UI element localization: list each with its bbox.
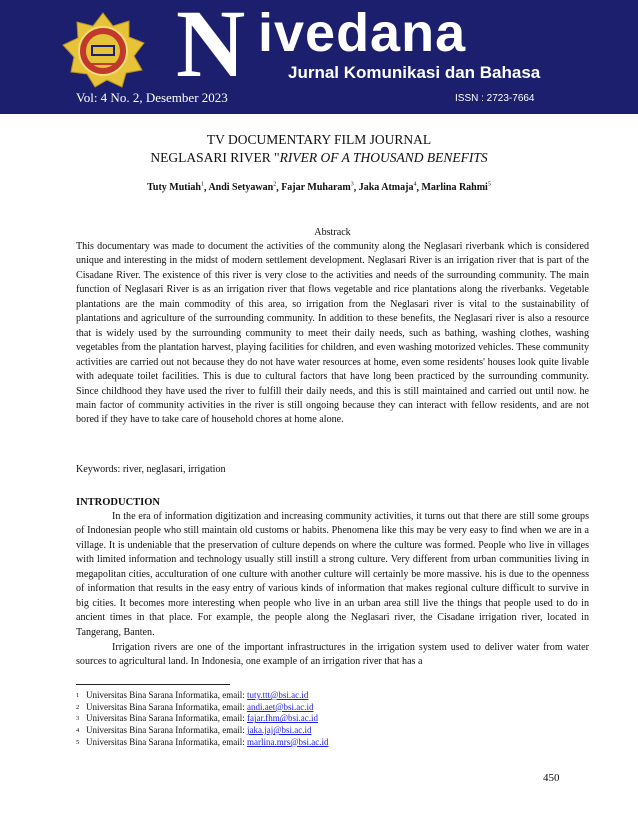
author: Fajar Muharam$^3$ bbox=[281, 182, 354, 194]
author: Tuty Mutiah$^1$ bbox=[147, 182, 204, 194]
abstract-text: This documentary was made to document the activities of the community along the Neglasari riverbank which is considered unique and interesting in the midst of modern settlement development. Neglasari River is an irrigation river that is part of the Cisadane River. The existence of this river is very close to the activities and needs of the surrounding community. The main function of Neglasari River is as an irrigation river that flows vegetable and rice plantations along the riverbanks. Vegetable plantations are the main commodity of this area, so irrigation from the Neglasari river is vital to the sustainability of plantations and agriculture of the surrounding community. In addition to these benefits, the Neglasari river is also a resource that is widely used by the surrounding community to meet their daily needs, such as bathing, washing clothes, washing vegetables from the plantation harvest, playing facilities for children, and even washing motorized vehicles. These community activities are carried out not because they do not have water resources at home, even some residents' houses look quite livable with adequate toilet facilities. This is due to cultural factors that have long been practiced by the surrounding community. Since childhood they have used the river to fulfill their daily needs, and this is still maintained and carried out until now. he main factor of community activities in the river is still ongoing because they can interact with fellow residents, and are not bored if they have to take care of household chores at home alone. bbox=[76, 241, 589, 426]
paper-title-line2-italic: RIVER OF A THOUSAND BENEFITS bbox=[279, 150, 488, 165]
footnotes bbox=[76, 690, 328, 749]
brand-name: ivedana bbox=[258, 3, 467, 63]
footnote: 3 Universitas Bina Sarana Informatika, email: fajar.fhm@bsi.ac.id bbox=[76, 713, 318, 724]
section-heading-introduction: INTRODUCTION bbox=[76, 497, 161, 508]
footnote: 1 Universitas Bina Sarana Informatika, email: tuty.ttt@bsi.ac.id bbox=[76, 690, 309, 700]
author: Marlina Rahmi$^5$ bbox=[421, 182, 491, 194]
paper-title-line2 bbox=[60, 149, 578, 167]
footnote: 5 Universitas Bina Sarana Informatika, email: marlina.mrs@bsi.ac.id bbox=[76, 736, 329, 747]
brand-initial: N bbox=[176, 0, 246, 97]
footnote: 2 Universitas Bina Sarana Informatika, email: andi.aet@bsi.ac.id bbox=[76, 701, 314, 712]
email-link[interactable]: andi.aet@bsi.ac.id bbox=[246, 701, 314, 712]
email-link[interactable]: marlina.mrs@bsi.ac.id bbox=[246, 736, 329, 747]
paper-title-line1: TV DOCUMENTARY FILM JOURNAL bbox=[206, 132, 432, 147]
issn: ISSN : 2723-7664 bbox=[455, 93, 535, 104]
email-link[interactable]: tuty.ttt@bsi.ac.id bbox=[246, 690, 309, 700]
introduction-paragraph-1: In the era of information digitization and increasing community activities, it turns out that there are still some groups of Indonesian people who still maintain old customs or habits. Phenomena like this may be very easy to find when we are in a village. It is undeniable that the preservation of culture depends on where the culture was formed. People who live in villages with limited information and technology usually still instill a strong culture. Very different from urban communities living in megapolitan cities, acculturation of one culture with another culture will certainly be more massive. his is due to the openness of information that results in the easy entry of various kinds of information that makes regional culture difficult to survive in big cities. It becomes more interesting when people who live in an urban area still live the things that people used to do in ancient times in that place. For example, the people along the Neglasari river, the Cisadane irrigation river, located in Tangerang, Banten. bbox=[76, 511, 589, 638]
paper-title-line2-plain: NEGLASARI RIVER " bbox=[150, 150, 280, 165]
introduction-paragraph-2: Irrigation rivers are one of the important infrastructures in the irrigation system used to deliver water from water sources to agricultural land. In Indonesia, one example of an irrigation river that has a bbox=[76, 642, 589, 668]
author: Andi Setyawan$^2$ bbox=[208, 182, 277, 194]
keywords: Keywords: river, neglasari, irrigation bbox=[76, 464, 226, 475]
journal-subtitle: Jurnal Komunikasi dan Bahasa bbox=[288, 63, 541, 82]
author-list: Tuty Mutiah$^1$, Andi Setyawan$^2$, Fajar Muharam$^3$, Jaka Atmaja$^4$, Marlina Rahmi$^5$ bbox=[147, 182, 491, 194]
volume-info: Vol: 4 No. 2, Desember 2023 bbox=[76, 90, 228, 105]
author: Jaka Atmaja$^4$ bbox=[358, 182, 417, 194]
university-seal-logo bbox=[60, 12, 146, 88]
journal-header-banner bbox=[0, 0, 638, 114]
email-link[interactable]: jaka.jaj@bsi.ac.id bbox=[246, 725, 312, 736]
footnote: 4 Universitas Bina Sarana Informatika, email: jaka.jaj@bsi.ac.id bbox=[76, 725, 312, 736]
page-number: 450 bbox=[543, 772, 560, 784]
abstract-heading: Abstrack bbox=[314, 227, 351, 238]
email-link[interactable]: fajar.fhm@bsi.ac.id bbox=[246, 713, 318, 724]
footnote-divider bbox=[76, 684, 230, 685]
